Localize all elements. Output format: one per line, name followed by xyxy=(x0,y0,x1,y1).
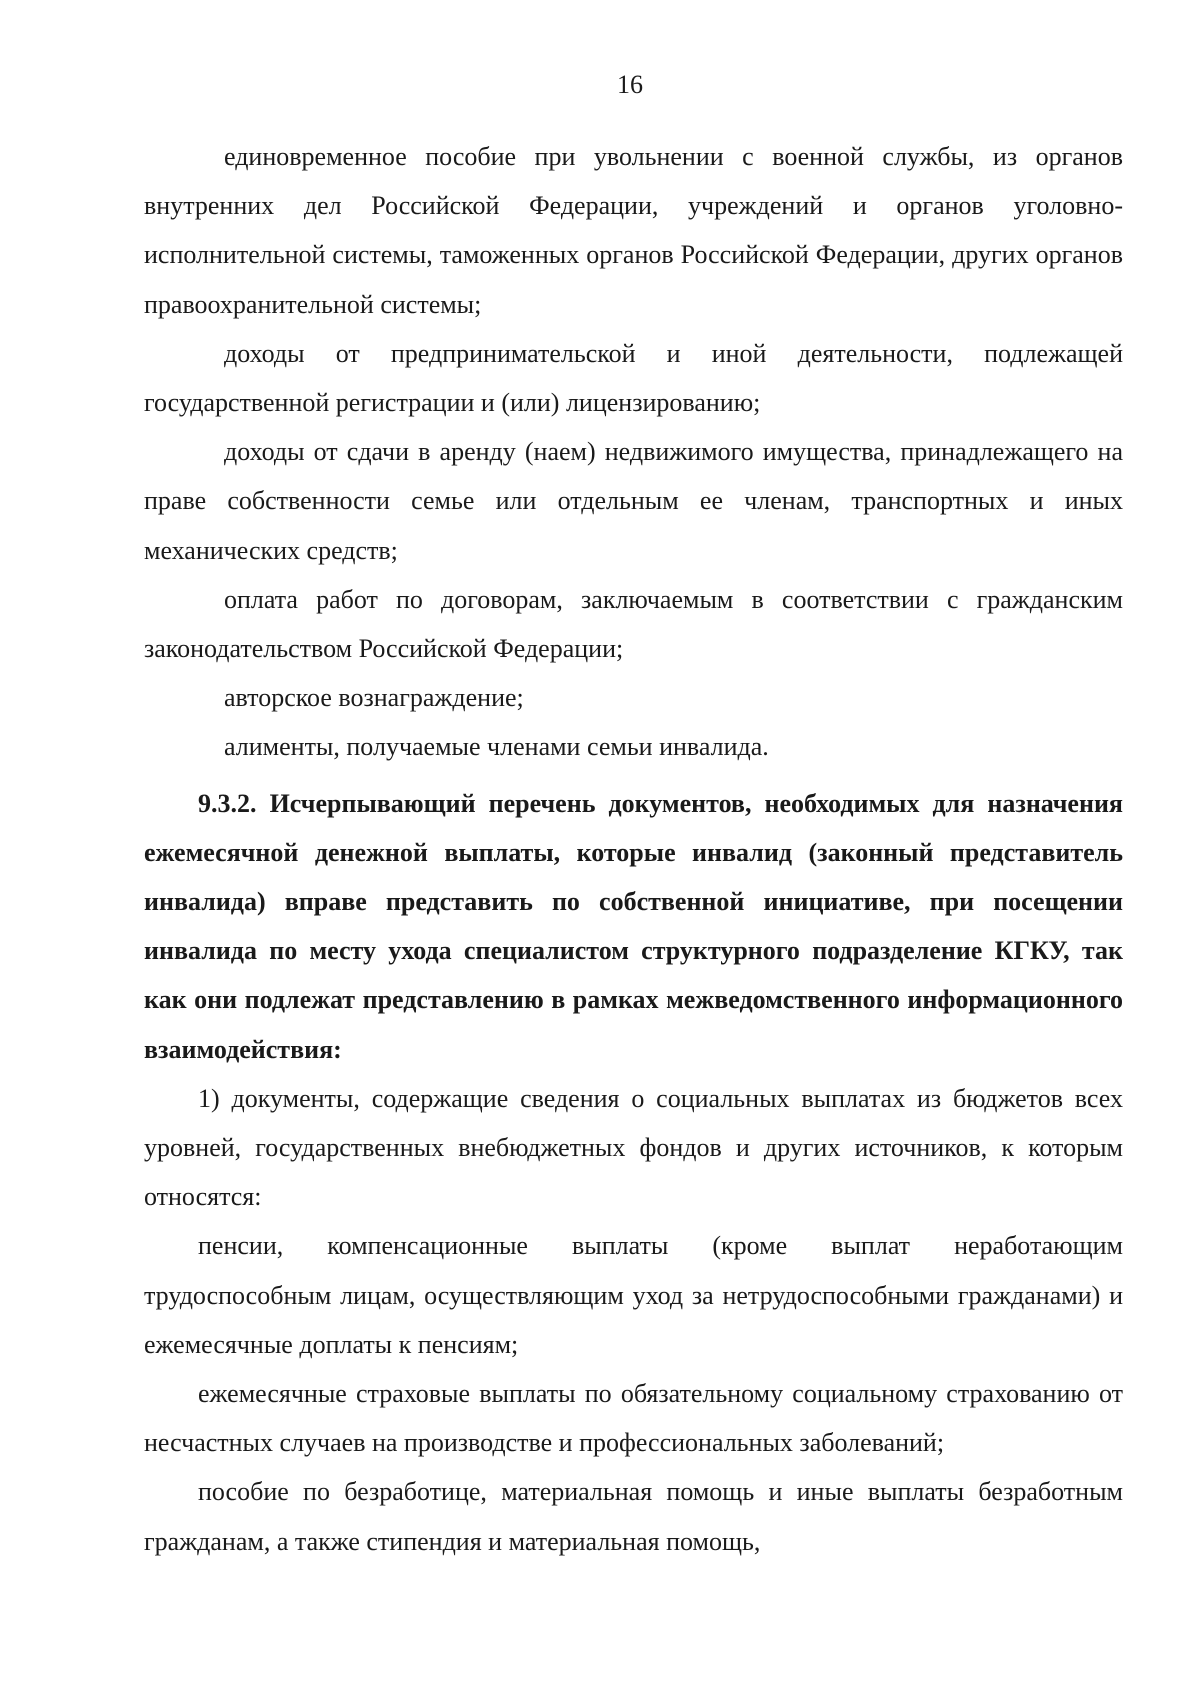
paragraph-insurance-payments: ежемесячные страховые выплаты по обязательному социальному страхованию от несчастных случаев на производстве и профессиональных заболеваний; xyxy=(144,1379,1123,1458)
paragraph-lump-sum-benefit: единовременное пособие при увольнении с военной службы, из органов внутренних дел Российской Федерации, учреждений и органов уголовно-исполнительной системы, таможенных органов Российской Федерации, других органов правоохранительной системы; xyxy=(144,142,1123,319)
list-item-1: 1) документы, содержащие сведения о социальных выплатах из бюджетов всех уровней, государственных внебюджетных фондов и других источников, к которым относятся: xyxy=(144,1083,1123,1212)
document-body xyxy=(144,132,1123,1566)
paragraph-pensions: пенсии, компенсационные выплаты (кроме выплат неработающим трудоспособным лицам, осуществляющим уход за нетрудоспособными гражданами) и ежемесячные доплаты к пенсиям; xyxy=(144,1231,1123,1359)
paragraph-unemployment-benefit: пособие по безработице, материальная помощь и иные выплаты безработным гражданам, а также стипендия и материальная помощь, xyxy=(144,1477,1123,1556)
paragraph-business-income: доходы от предпринимательской и иной деятельности, подлежащей государственной регистрации и (или) лицензированию; xyxy=(144,338,1123,418)
paragraph-alimony: алименты, получаемые членами семьи инвалида. xyxy=(224,732,769,762)
section-heading-9-3-2: 9.3.2. Исчерпывающий перечень документов, необходимых для назначения ежемесячной денежной выплаты, которые инвалид (законный представитель инвалида) вправе представить по собственной инициативе, при посещении инвалида по месту ухода специалистом структурного подразделение КГКУ, так как они подлежат представлению в рамках межведомственного информационного взаимодействия: xyxy=(144,788,1123,1064)
paragraph-contract-payments: оплата работ по договорам, заключаемым в соответствии с гражданским законодательством Российской Федерации; xyxy=(144,584,1123,664)
paragraph-author-fee: авторское вознаграждение; xyxy=(224,683,524,713)
page-number: 16 xyxy=(617,70,643,99)
paragraph-rental-income: доходы от сдачи в аренду (наем) недвижимого имущества, принадлежащего на праве собственности семье или отдельным ее членам, транспортных и иных механических средств; xyxy=(144,437,1123,565)
